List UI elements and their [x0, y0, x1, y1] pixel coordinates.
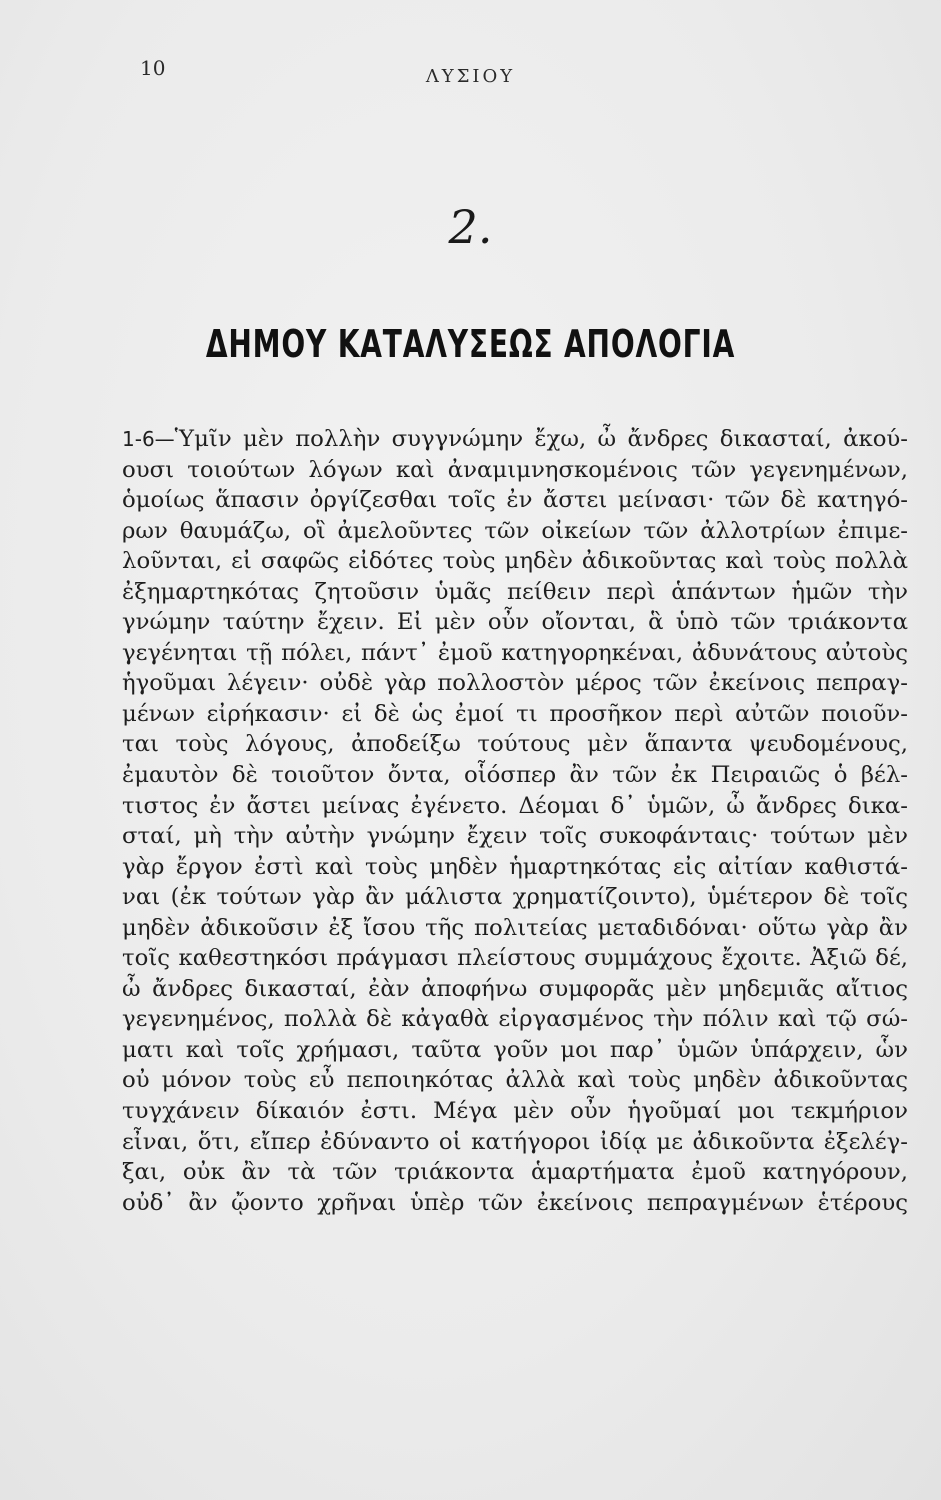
- text-line: ουσι τοιούτων λόγων καὶ ἀναμιμνησκομένοις τῶν γεγενημένων,: [122, 456, 908, 483]
- text-line: σταί, μὴ τὴν αὐτὴν γνώμην ἔχειν τοῖς συκοφάνταις· τούτων μὲν: [122, 823, 908, 850]
- text-line: γὰρ ἔργον ἐστὶ καὶ τοὺς μηδὲν ἡμαρτηκότας εἰς αἰτίαν καθιστά-: [122, 853, 908, 880]
- text-line: λοῦνται, εἰ σαφῶς εἰδότες τοὺς μηδὲν ἀδικοῦντας καὶ τοὺς πολλὰ: [122, 548, 908, 575]
- text-line: γεγένηται τῇ πόλει, πάντ᾽ ἐμοῦ κατηγορηκέναι, ἀδυνάτους αὐτοὺς: [122, 639, 908, 666]
- text-line: ἐξημαρτηκότας ζητοῦσιν ὑμᾶς πείθειν περὶ ἁπάντων ἡμῶν τὴν: [122, 578, 908, 605]
- text-line: γεγενημένος, πολλὰ δὲ κἀγαθὰ εἰργασμένος τὴν πόλιν καὶ τῷ σώ-: [122, 1006, 908, 1033]
- text-line: ἐμαυτὸν δὲ τοιοῦτον ὄντα, οἷόσπερ ἂν τῶν ἐκ Πειραιῶς ὁ βέλ-: [122, 762, 908, 789]
- text-line: οὐ μόνον τοὺς εὖ πεποιηκότας ἀλλὰ καὶ τοὺς μηδὲν ἀδικοῦντας: [122, 1067, 908, 1094]
- text-line-content: Ὑμῖν μὲν πολλὴν συγγνώμην ἔχω, ὦ ἄνδρες δικασταί, ἀκού-: [174, 426, 908, 452]
- text-line: ὁμοίως ἅπασιν ὀργίζεσθαι τοῖς ἐν ἄστει μείνασι· τῶν δὲ κατηγό-: [122, 487, 908, 514]
- text-line: μηδὲν ἀδικοῦσιν ἐξ ἴσου τῆς πολιτείας μεταδιδόναι· οὕτω γὰρ ἂν: [122, 914, 908, 941]
- text-line: γνώμην ταύτην ἔχειν. Εἰ μὲν οὖν οἴονται, ἃ ὑπὸ τῶν τριάκοντα: [122, 609, 908, 636]
- text-line: [122, 424, 908, 455]
- running-head: ΛΥΣΙΟΥ: [425, 66, 516, 87]
- text-line: ἡγοῦμαι λέγειν· οὐδὲ γὰρ πολλοστὸν μέρος τῶν ἐκείνοις πεπραγ-: [122, 670, 908, 697]
- text-line: ναι (ἐκ τούτων γὰρ ἂν μάλιστα χρηματίζοιντο), ὑμέτερον δὲ τοῖς: [122, 884, 908, 911]
- body-text: [122, 424, 908, 1218]
- page-number: 10: [140, 56, 166, 80]
- text-line: οὐδ᾽ ἂν ᾤοντο χρῆναι ὑπὲρ τῶν ἐκείνοις πεπραγμένων ἑτέρους: [122, 1189, 908, 1216]
- text-line: ὦ ἄνδρες δικασταί, ἐὰν ἀποφήνω συμφορᾶς μὲν μηδεμιᾶς αἴτιος: [122, 975, 908, 1002]
- text-line: τυγχάνειν δίκαιόν ἐστι. Μέγα μὲν οὖν ἡγοῦμαί μοι τεκμήριον: [122, 1098, 908, 1125]
- section-title: ΔΗΜΟΥ ΚΑΤΑΛΥΣΕΩΣ ΑΠΟΛΟΓΙΑ: [205, 322, 736, 366]
- text-line: ματι καὶ τοῖς χρήμασι, ταῦτα γοῦν μοι παρ᾽ ὑμῶν ὑπάρχειν, ὧν: [122, 1036, 908, 1063]
- section-number: 2.: [448, 200, 493, 254]
- text-line: μένων εἰρήκασιν· εἰ δὲ ὡς ἐμοί τι προσῆκον περὶ αὐτῶν ποιοῦν-: [122, 700, 908, 727]
- text-line: ξαι, οὐκ ἂν τὰ τῶν τριάκοντα ἁμαρτήματα ἐμοῦ κατηγόρουν,: [122, 1159, 908, 1186]
- text-line: τιστος ἐν ἄστει μείνας ἐγένετο. Δέομαι δ᾽ ὑμῶν, ὦ ἄνδρες δικα-: [122, 792, 908, 819]
- text-line: εἶναι, ὅτι, εἴπερ ἐδύναντο οἱ κατήγοροι ἰδίᾳ με ἀδικοῦντα ἐξελέγ-: [122, 1128, 908, 1155]
- text-line: ται τοὺς λόγους, ἀποδείξω τούτους μὲν ἅπαντα ψευδομένους,: [122, 731, 908, 758]
- paragraph-reference: 1-6—: [122, 427, 175, 451]
- text-line: τοῖς καθεστηκόσι πράγμασι πλείστους συμμάχους ἔχοιτε. Ἀξιῶ δέ,: [122, 945, 908, 972]
- text-line: ρων θαυμάζω, οἳ ἀμελοῦντες τῶν οἰκείων τῶν ἀλλοτρίων ἐπιμε-: [122, 517, 908, 544]
